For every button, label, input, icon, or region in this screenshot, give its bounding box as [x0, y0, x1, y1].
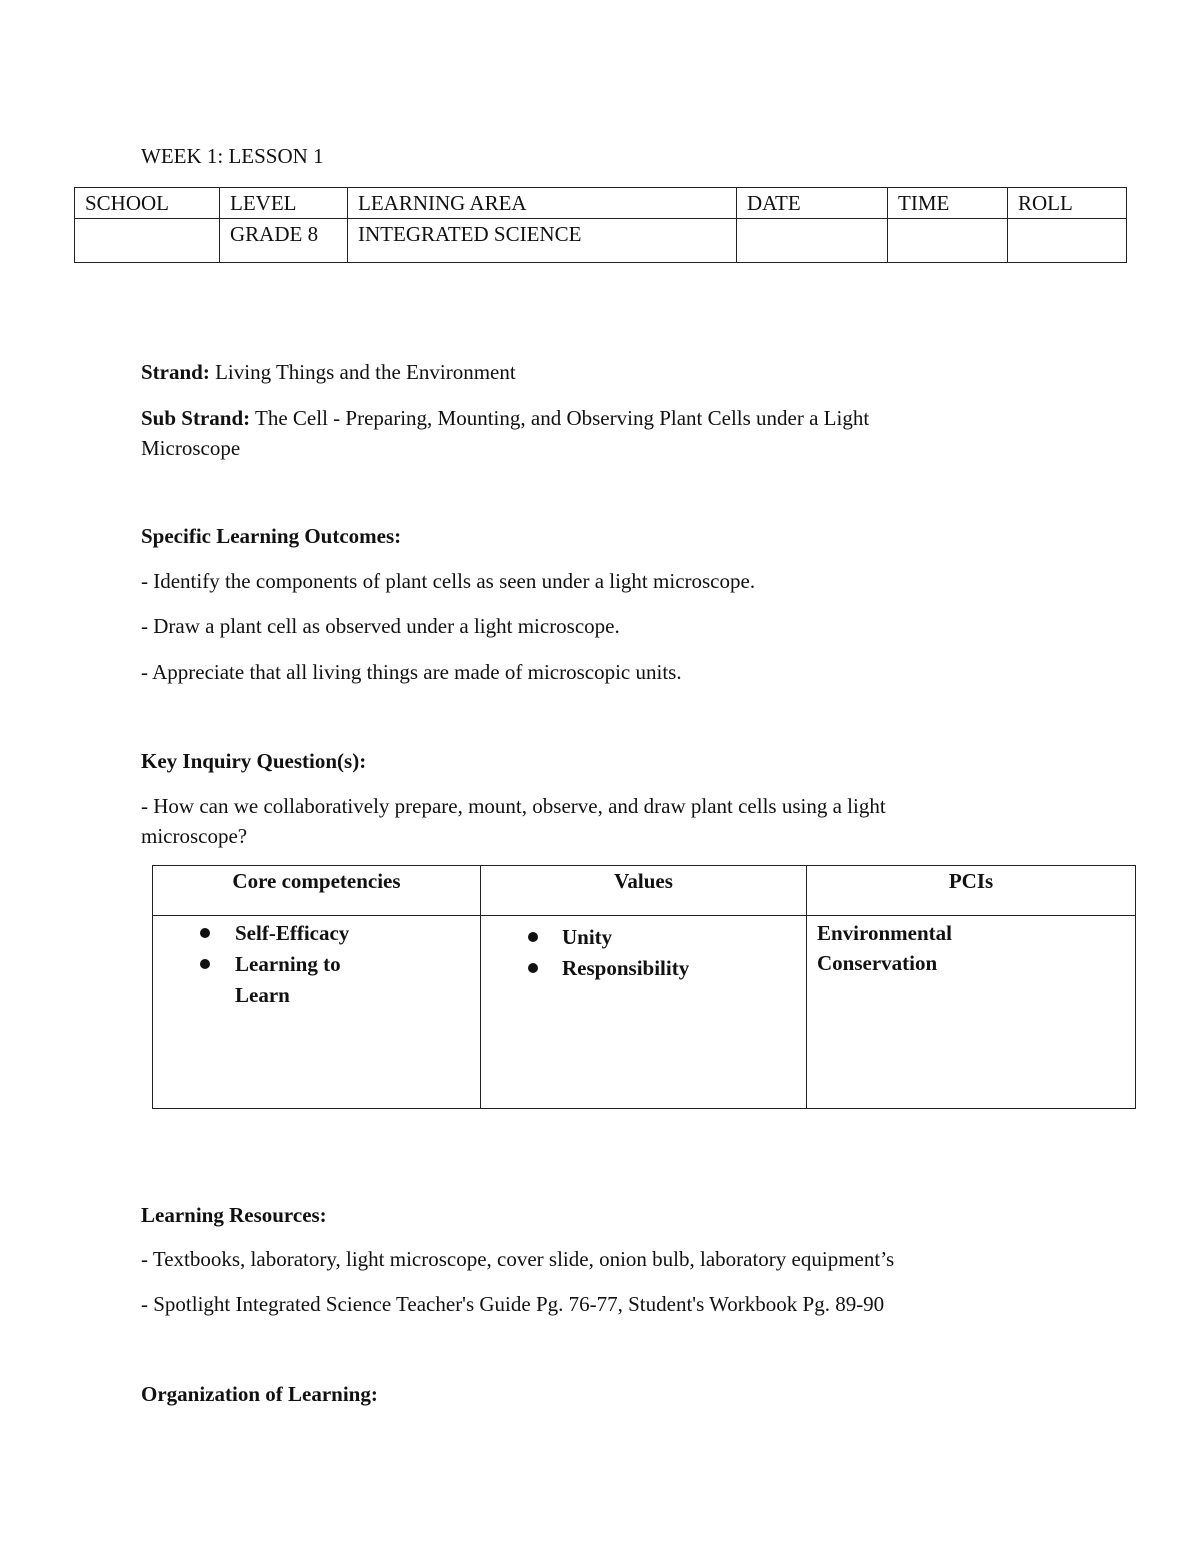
- learning-resources-heading: Learning Resources:: [141, 1203, 327, 1227]
- key-inquiry-question-continued: microscope?: [141, 824, 248, 848]
- bullet-icon: [528, 963, 538, 973]
- table-header-row: [75, 188, 1127, 219]
- values-list: [562, 922, 806, 984]
- competencies-table: [152, 865, 1136, 1109]
- cell-date: [737, 219, 888, 263]
- cell-learning-area: INTEGRATED SCIENCE: [348, 219, 737, 263]
- outcome-item: - Appreciate that all living things are made of microscopic units.: [141, 660, 682, 684]
- header-school: SCHOOL: [75, 188, 220, 219]
- pcis-text: Environmental Conservation: [817, 921, 952, 975]
- list-item: Responsibility: [562, 953, 806, 984]
- strand-line: [141, 357, 516, 387]
- cell-values: [481, 916, 807, 1109]
- key-inquiry-heading: Key Inquiry Question(s):: [141, 749, 367, 773]
- header-core-competencies: Core competencies: [153, 866, 481, 916]
- outcome-item: - Draw a plant cell as observed under a light microscope.: [141, 614, 620, 638]
- list-item: Self-Efficacy: [235, 918, 480, 949]
- list-item: Learning to: [235, 949, 480, 980]
- cell-core-competencies: [153, 916, 481, 1109]
- resource-item: - Textbooks, laboratory, light microscope, cover slide, onion bulb, laboratory equipment’s: [141, 1247, 895, 1271]
- list-item-continued: Learn: [235, 983, 290, 1007]
- resource-item: - Spotlight Integrated Science Teacher's Guide Pg. 76-77, Student's Workbook Pg. 89-90: [141, 1292, 885, 1316]
- sub-strand-value: The Cell - Preparing, Mounting, and Observing Plant Cells under a Light: [255, 406, 870, 430]
- header-learning-area: LEARNING AREA: [348, 188, 737, 219]
- cell-school: [75, 219, 220, 263]
- header-level: LEVEL: [220, 188, 348, 219]
- sub-strand-value-continued: Microscope: [141, 436, 241, 460]
- cell-level: GRADE 8: [220, 219, 348, 263]
- cell-roll: [1008, 219, 1127, 263]
- header-date: DATE: [737, 188, 888, 219]
- header-values: Values: [481, 866, 807, 916]
- table-row: [75, 219, 1127, 263]
- sub-strand-line: [141, 403, 869, 433]
- header-roll: ROLL: [1008, 188, 1127, 219]
- header-pcis: PCIs: [807, 866, 1136, 916]
- table-header-row: [153, 866, 1136, 916]
- sub-strand-label: Sub Strand:: [141, 406, 251, 430]
- cell-time: [888, 219, 1008, 263]
- strand-value: Living Things and the Environment: [215, 360, 516, 384]
- header-time: TIME: [888, 188, 1008, 219]
- bullet-icon: [528, 932, 538, 942]
- key-inquiry-question: - How can we collaboratively prepare, mount, observe, and draw plant cells using a light: [141, 794, 886, 818]
- bullet-icon: [200, 959, 210, 969]
- core-competencies-list: [235, 918, 480, 1011]
- week-lesson-title: WEEK 1: LESSON 1: [141, 144, 324, 168]
- strand-label: Strand:: [141, 360, 210, 384]
- list-item: Unity: [562, 922, 806, 953]
- outcome-item: - Identify the components of plant cells as seen under a light microscope.: [141, 569, 756, 593]
- cell-pcis: [807, 916, 1136, 1109]
- specific-outcomes-heading: Specific Learning Outcomes:: [141, 524, 402, 548]
- table-row: [153, 916, 1136, 1109]
- organization-heading: Organization of Learning:: [141, 1382, 378, 1406]
- bullet-icon: [200, 928, 210, 938]
- lesson-info-table: [74, 187, 1127, 263]
